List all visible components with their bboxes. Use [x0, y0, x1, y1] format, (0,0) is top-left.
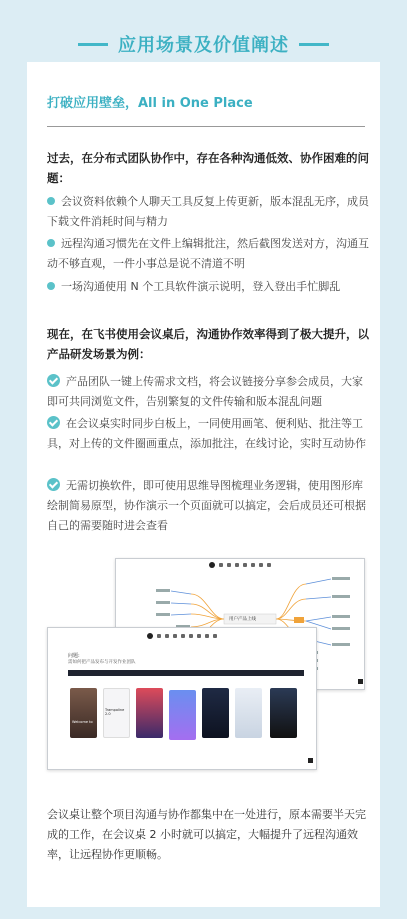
now-bullet: 产品团队一键上传需求文档，将会议链接分享参会成员，大家即可共同浏览文件，告别繁复的文件传输和版本混乱问题	[47, 375, 363, 408]
section-header	[0, 28, 407, 60]
board-question-text: 需如何把产品发布与开发作业团队	[68, 660, 136, 665]
dot-icon	[47, 197, 55, 205]
mindmap-center-node: 用户产品上线	[229, 617, 256, 622]
phone-mockup	[70, 688, 97, 738]
past-bullet: 会议资料依赖个人聊天工具反复上传更新，版本混乱无序，成员下载文件消耗时间与精力	[47, 195, 369, 228]
section-title: 应用场景及价值阐述	[118, 35, 289, 56]
now-heading: 现在，在飞书使用会议桌后，沟通协作效率得到了极大提升，以产品研发场景为例：	[47, 327, 369, 361]
divider	[47, 126, 365, 127]
phone-mockup	[202, 688, 229, 738]
phone-caption: Trampoline 2.0	[105, 708, 125, 716]
phone-mockup	[169, 690, 196, 740]
phone-caption: Welcome to	[72, 720, 93, 724]
dot-icon	[47, 282, 55, 290]
now-bullet: 在会议桌实时同步白板上，一同使用画笔、便利贴、批注等工具，对上传的文件圈画重点，添加批注，在线讨论，实时互动协作	[47, 417, 366, 450]
summary-paragraph: 会议桌让整个项目沟通与协作都集中在一处进行，原本需要半天完成的工作，在会议桌 2 小时就可以搞定，大幅提升了远程沟通效率，让远程协作更顺畅。	[47, 808, 366, 861]
card-subtitle: 打破应用壁垒，All in One Place	[47, 96, 253, 111]
past-bullet: 远程沟通习惯先在文件上编辑批注，然后截图发送对方，沟通互动不够直观，一件小事总是说不清道不明	[47, 237, 369, 270]
phone-mockup	[136, 688, 163, 738]
screenshot-toolbar	[48, 630, 316, 642]
prototype-screenshot	[47, 627, 317, 770]
content-card	[27, 62, 380, 907]
check-circle-icon	[47, 478, 60, 491]
zoom-button[interactable]	[308, 758, 313, 763]
phone-mockup	[235, 688, 262, 738]
now-bullet: 无需切换软件，即可使用思维导图梳理业务逻辑，使用图形库绘制简易原型，协作演示一个页面就可以搞定，会后成员还可根据自己的需要随时进会查看	[47, 479, 366, 532]
check-circle-icon	[47, 374, 60, 387]
right-dash	[299, 43, 329, 46]
board-banner	[68, 670, 304, 676]
phone-mockup	[270, 688, 297, 738]
past-bullet: 一场沟通使用 N 个工具软件演示说明，登入登出手忙脚乱	[47, 277, 369, 297]
check-circle-icon	[47, 416, 60, 429]
left-dash	[78, 43, 108, 46]
board-question-label: 问题:	[68, 653, 80, 659]
dot-icon	[47, 239, 55, 247]
past-heading: 过去，在分布式团队协作中，存在各种沟通低效、协作困难的问题：	[47, 151, 369, 185]
